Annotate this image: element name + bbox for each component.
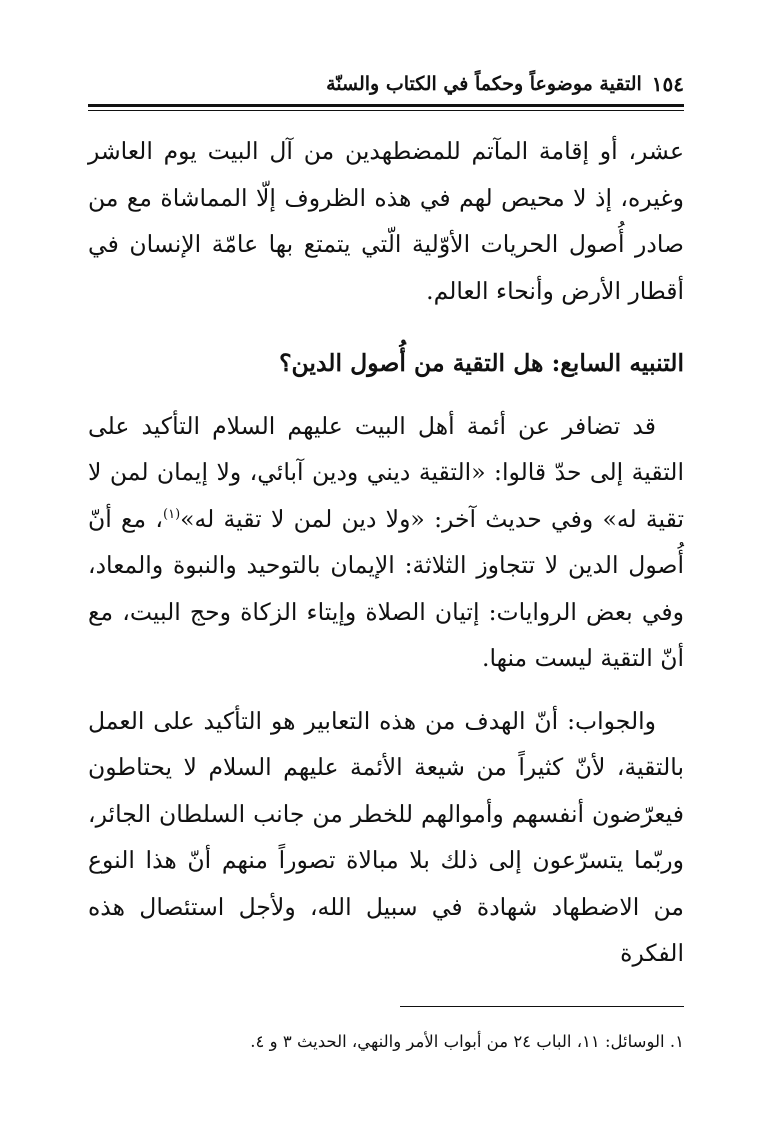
paragraph-2 xyxy=(88,403,684,682)
page-number: ١٥٤ xyxy=(651,72,684,96)
running-header xyxy=(88,60,684,96)
footnote: ١. الوسائل: ١١، الباب ٢٤ من أبواب الأمر والنهي، الحديث ٣ و ٤. xyxy=(250,1032,684,1051)
paragraph-3: والجواب: أنّ الهدف من هذه التعابير هو التأكيد على العمل بالتقية، لأنّ كثيراً من شيعة الأئمة عليهم السلام لا يحتاطون فيعرّضون أنفسهم وأموالهم للخطر من جانب السلطان الجائر، وربّما يتسرّعون إلى ذلك بلا مبالاة تصوراً منهم أنّ هذا النوع من الاضطهاد شهادة في سبيل الله، ولأجل استئصال هذه الفكرة xyxy=(88,706,684,967)
footnote-reference[interactable]: (١) xyxy=(163,506,181,522)
paragraph-2-text-a: قد تضافر عن أئمة أهل البيت عليهم السلام التأكيد على التقية إلى حدّ قالوا: «التقية ديني ودين آبائي، ولا إيمان لمن لا تقية له» وفي حديث آخر: «ولا دين لمن لا تقية له» xyxy=(88,411,684,533)
header-rule-thick xyxy=(88,104,684,107)
paragraph-1: عشر، أو إقامة المآتم للمضطهدين من آل البيت يوم العاشر وغيره، إذ لا محيص لهم في هذه الظروف إلّا المماشاة مع من صادر أُصول الحريات الأوّلية الّتي يتمتع بها عامّة الإنسان في أقطار الأرض وأنحاء العالم. xyxy=(88,137,684,305)
main-text xyxy=(88,128,684,977)
paragraph-2-text-b: ، مع أنّ أُصول الدين لا تتجاوز الثلاثة: الإيمان بالتوحيد والنبوة والمعاد، وفي بعض الروايات: إتيان الصلاة وإيتاء الزكاة وحج البيت، مع أنّ التقية ليست منها. xyxy=(88,504,684,672)
header-rule-thin xyxy=(88,110,684,111)
footnote-separator xyxy=(400,1006,684,1007)
section-heading: التنبيه السابع: هل التقية من أُصول الدين؟ xyxy=(279,349,684,377)
running-title: التقية موضوعاً وحكماً في الكتاب والسنّة xyxy=(326,73,642,95)
